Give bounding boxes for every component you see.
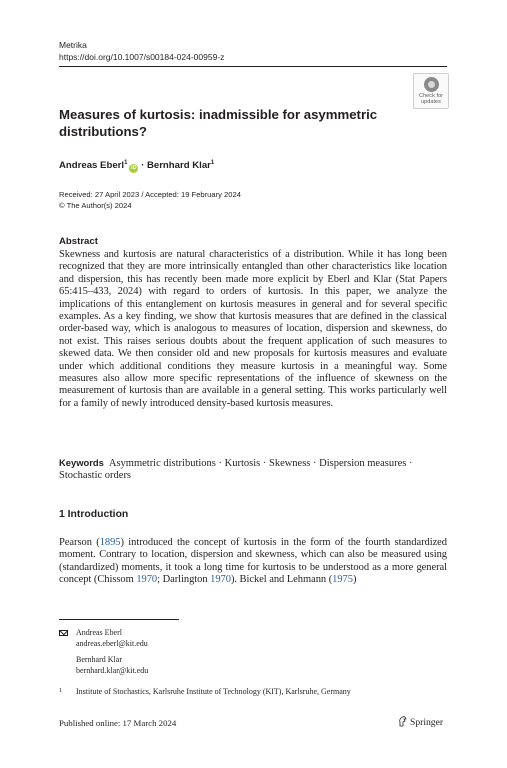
- copyright-notice: © The Author(s) 2024: [59, 200, 132, 210]
- springer-horse-icon: [398, 716, 408, 727]
- introduction-paragraph: Pearson (1895) introduced the concept of kurtosis in the form of the fourth standardized moment. Contrary to location, dispersion and skewness, which can also be measured using (standardized) moments, it took a long time for kurtosis to be understood as a more general concept (Chissom 1970; Darlington 1970). Bickel and Lehmann (1975): [59, 537, 447, 586]
- author-email[interactable]: bernhard.klar@kit.edu: [76, 665, 149, 675]
- affiliation-number: 1: [59, 687, 63, 694]
- check-for-updates-button[interactable]: [413, 73, 449, 109]
- citation-link[interactable]: 1970: [136, 574, 158, 586]
- article-dates: [59, 190, 241, 211]
- corresponding-author-name: Andreas Eberl: [76, 628, 122, 637]
- doi-link[interactable]: https://doi.org/10.1007/s00184-024-00959-z: [59, 51, 225, 62]
- author-list: [59, 156, 214, 173]
- published-online: Published online: 17 March 2024: [59, 718, 177, 728]
- author-name[interactable]: Bernhard Klar: [146, 160, 211, 171]
- check-updates-label: Check for updates: [419, 93, 443, 105]
- check-updates-icon: [424, 77, 439, 92]
- envelope-icon: [59, 630, 68, 636]
- citation-link[interactable]: 1970: [210, 574, 231, 586]
- citation-link[interactable]: 1975: [332, 574, 353, 586]
- affiliation-marker: 1: [124, 160, 128, 166]
- section-heading: 1 Introduction: [59, 509, 129, 520]
- header-rule: [59, 66, 447, 67]
- keywords-label: Keywords: [59, 457, 104, 468]
- affiliation-footnote: [59, 686, 351, 698]
- author-separator: ·: [138, 160, 147, 171]
- abstract-heading: Abstract: [59, 236, 98, 247]
- affiliation-marker: 1: [210, 160, 215, 166]
- keywords: [59, 457, 447, 483]
- affiliation-text: Institute of Stochastics, Karlsruhe Institute of Technology (KIT), Karlsruhe, Germany: [76, 687, 351, 696]
- journal-name: Metrika: [59, 40, 87, 50]
- author-email[interactable]: andreas.eberl@kit.edu: [76, 638, 148, 648]
- abstract-text: Skewness and kurtosis are natural characteristics of a distribution. While it has long been recognized that they are more intrinsically entangled than other characteristics like location and dispersion, this has recently been made more explicit by Eberl and Klar (Stat Papers 65:415–433, 2024) with regard to orders of kurtosis. In this paper, we analyze the implications of this entanglement on kurtosis measures in general and for several specific examples. As a key finding, we show that kurtosis measures that are defined in the classical order-based way, which is analogous to measures of location, dispersion and skewness, do not exist. This raises serious doubts about the frequent application of such measures to skewed data. We then consider old and new proposals for kurtosis measures and evaluate under which additional conditions they measure kurtosis in a meaningful way. Some measures also allow more specific representations of the influence of skewness on the measurement of kurtosis than are available in a general setting. This works particularly well for a family of newly introduced density-based kurtosis measures.: [59, 249, 447, 409]
- keywords-list: Asymmetric distributions · Kurtosis · Skewness · Dispersion measures · Stochastic orders: [59, 458, 413, 482]
- corresponding-author-name: Bernhard Klar: [76, 655, 122, 664]
- orcid-icon[interactable]: iD: [131, 165, 137, 171]
- journal-header: [59, 40, 224, 63]
- received-accepted-dates: Received: 27 April 2023 / Accepted: 19 February 2024: [59, 190, 241, 199]
- article-title: Measures of kurtosis: inadmissible for asymmetric distributions?: [59, 107, 378, 139]
- citation-link[interactable]: 1895: [99, 537, 121, 548]
- footnote-rule: [59, 619, 179, 620]
- publisher-name: Springer: [410, 717, 444, 728]
- author-name[interactable]: Andreas Eberl: [59, 160, 125, 171]
- publisher-logo: [398, 716, 443, 728]
